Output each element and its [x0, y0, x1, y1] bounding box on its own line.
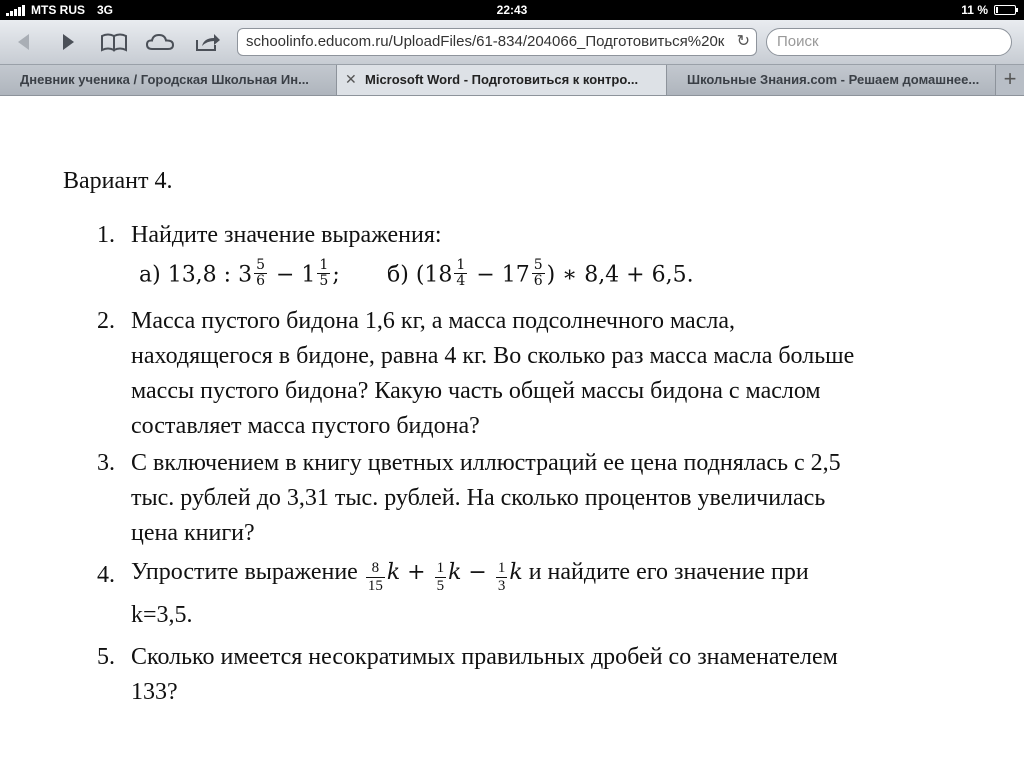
denominator: 6: [256, 273, 265, 289]
denominator: 5: [319, 273, 329, 289]
task-text-line: k=3,5.: [131, 602, 193, 628]
back-arrow-icon: [14, 32, 34, 52]
numerator: 5: [256, 257, 265, 273]
url-text: schoolinfo.educom.ru/UploadFiles/61-834/204066_Подготовиться%20к: [246, 33, 725, 50]
task-text-line: 133?: [131, 679, 178, 705]
numerator: 1: [456, 257, 466, 273]
task-number: 5.: [97, 644, 115, 670]
expr-part: k +: [386, 560, 433, 586]
task-text: Найдите значение выражения:: [131, 222, 442, 248]
numerator: 1: [436, 560, 445, 576]
task-text-line: составляет масса пустого бидона?: [131, 413, 480, 439]
task-text-line: тыс. рублей до 3,31 тыс. рублей. На сколько процентов увеличилась: [131, 485, 826, 511]
task-text-line: С включением в книгу цветных иллюстраций ее цена поднялась с 2,5: [131, 450, 841, 476]
clock: 22:43: [496, 3, 528, 17]
expr-part: а) 13,8 : 3: [139, 262, 253, 288]
bookmarks-button[interactable]: [98, 27, 130, 57]
numerator: 8: [366, 560, 385, 578]
network-label: 3G: [97, 3, 114, 17]
expr-part: ) ∗ 8,4 + 6,5.: [546, 262, 694, 288]
share-icon: [194, 32, 222, 52]
fraction: [317, 258, 330, 289]
address-bar[interactable]: [237, 28, 757, 56]
new-tab-button[interactable]: +: [995, 65, 1024, 95]
expr-part: − 17: [469, 262, 530, 288]
expr-part: k −: [448, 560, 494, 586]
variant-heading: Вариант 4.: [63, 168, 173, 194]
tab-school-knowledge[interactable]: [667, 65, 996, 95]
document-page: [0, 96, 1024, 768]
task-text-line: цена книги?: [131, 520, 255, 546]
task-number: 4.: [97, 562, 115, 588]
forward-button[interactable]: [52, 27, 84, 57]
cloud-icon: [145, 32, 175, 52]
task-number: 3.: [97, 450, 115, 476]
fraction: [532, 258, 545, 289]
expression-b: [387, 257, 694, 291]
task-text-line: находящегося в бидоне, равна 4 кг. Во сколько раз масса масла больше: [131, 343, 855, 369]
task-text-line: Масса пустого бидона 1,6 кг, а масса подсолнечного масла,: [131, 308, 735, 334]
numerator: 5: [533, 257, 543, 273]
share-button[interactable]: [192, 27, 224, 57]
fraction: [454, 258, 467, 289]
icloud-tabs-button[interactable]: [144, 27, 176, 57]
task-number: 2.: [97, 308, 115, 334]
fraction: [435, 560, 447, 595]
denominator: 3: [497, 578, 506, 594]
expr-part: Упростите выражение: [131, 559, 364, 586]
expr-part: ;: [332, 262, 340, 288]
fraction: [496, 560, 508, 595]
search-input[interactable]: Поиск: [766, 28, 1012, 56]
expr-part: б) (18: [387, 262, 453, 288]
fraction: [254, 258, 267, 289]
battery-fill: [996, 7, 998, 13]
task-number: 1.: [97, 222, 115, 248]
tab-label: Школьные Знания.com - Решаем домашнее...: [687, 72, 980, 87]
browser-toolbar: [0, 20, 1024, 65]
denominator: 6: [533, 273, 543, 289]
tab-bar: [0, 65, 1024, 96]
expr-part: k: [509, 560, 523, 586]
numerator: 1: [319, 257, 329, 273]
status-right: [961, 3, 1016, 17]
status-bar: [0, 0, 1024, 20]
forward-arrow-icon: [58, 32, 78, 52]
task-text-line: массы пустого бидона? Какую часть общей массы бидона с маслом: [131, 378, 821, 404]
task-4-expression: [131, 556, 809, 594]
carrier-label: MTS RUS: [31, 3, 85, 17]
battery-icon: [994, 5, 1016, 15]
close-tab-icon[interactable]: ✕: [345, 71, 357, 87]
reload-icon[interactable]: ↻: [736, 33, 750, 50]
expr-part: − 1: [269, 262, 316, 288]
fraction: [366, 560, 385, 595]
denominator: 15: [367, 578, 383, 594]
numerator: 1: [497, 560, 506, 576]
tab-diary[interactable]: [0, 65, 337, 95]
task-text-line: Сколько имеется несократимых правильных дробей со знаменателем: [131, 644, 838, 670]
expr-part: и найдите его значение при: [522, 559, 809, 586]
tab-label: Microsoft Word - Подготовиться к контро...: [365, 72, 639, 87]
back-button[interactable]: [8, 27, 40, 57]
denominator: 4: [456, 273, 466, 289]
denominator: 5: [436, 578, 445, 594]
expression-a: [139, 257, 340, 291]
tab-word-document[interactable]: [337, 65, 667, 95]
tab-label: Дневник ученика / Городская Школьная Ин...: [20, 72, 309, 87]
book-icon: [100, 32, 128, 52]
battery-percent: 11 %: [961, 3, 988, 17]
